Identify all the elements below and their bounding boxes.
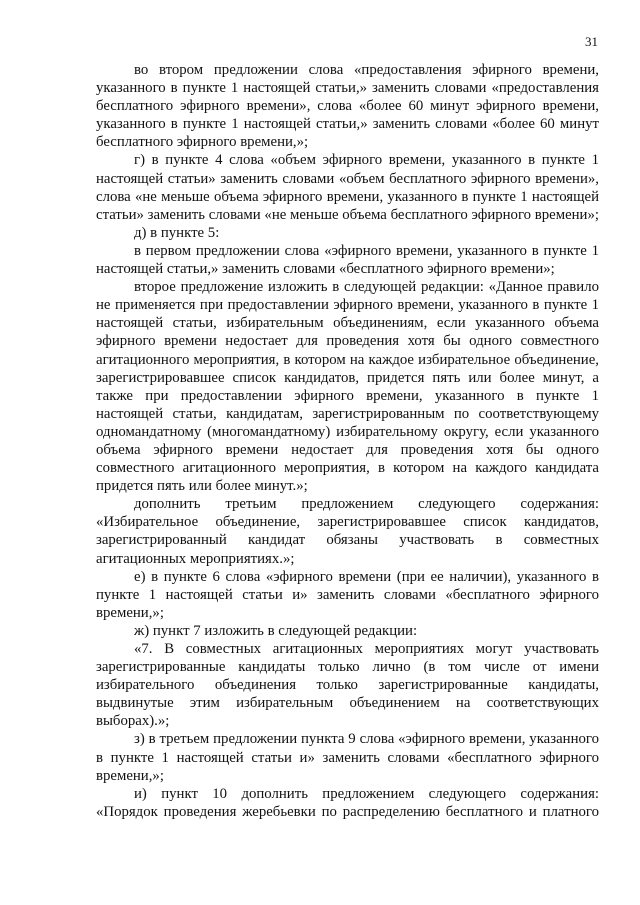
document-body [96, 61, 599, 821]
paragraph: д) в пункте 5: [134, 224, 220, 241]
paragraph: во втором предложении слова «предоставления эфирного времени, указанного в пункте 1 настоящей статьи,» заменить словами «предоставления бесплатного эфирного времени», слова «более 60 минут эфирного времени, указанного в пункте 1 настоящей статьи,» заменить словами «более 60 минут бесплатного эфирного времени,»; [96, 62, 599, 151]
paragraph: и) пункт 10 дополнить предложением следующего содержания: «Порядок проведения жеребьевки по распределению бесплатного и платного [96, 785, 599, 820]
paragraph: е) в пункте 6 слова «эфирного времени (при ее наличии), указанного в пункте 1 настоящей статьи и» заменить словами «бесплатного эфирного времени,»; [96, 568, 599, 621]
paragraph: дополнить третьим предложением следующего содержания: «Избирательное объединение, зарегистрировавшее список кандидатов, зарегистрированный кандидат обязаны участвовать в совместных агитационных мероприятиях.»; [96, 496, 599, 567]
paragraph: г) в пункте 4 слова «объем эфирного времени, указанного в пункте 1 настоящей статьи» заменить словами «объем бесплатного эфирного времени», слова «не меньше объема эфирного времени, указанного в пункте 1 настоящей статьи» заменить словами «не меньше объема бесплатного эфирного времени»; [96, 152, 599, 223]
paragraph: второе предложение изложить в следующей редакции: «Данное правило не применяется при предоставлении эфирного времени, указанного в пункте 1 настоящей статьи, избирательным объединениям, если указанного объема эфирного времени недостает для проведения хотя бы одного совместного агитационного мероприятия, в котором на каждое избирательное объединение, зарегистрировавшее список кандидатов, придется пять или более минут, а также при предоставлении эфирного времени, указанного в пункте 1 настоящей статьи, кандидатам, зарегистрированным по соответствующему одномандатному (многомандатному) избирательному округу, если указанного объема эфирного времени недостает для проведения хотя бы одного совместного агитационного мероприятия, в котором на каждого кандидата придется пять или более минут.»; [96, 279, 599, 495]
page-number: 31 [585, 34, 598, 49]
paragraph: ж) пункт 7 изложить в следующей редакции: [134, 622, 418, 639]
paragraph: в первом предложении слова «эфирного времени, указанного в пункте 1 настоящей статьи,» заменить словами «бесплатного эфирного времени»; [96, 242, 599, 278]
paragraph: «7. В совместных агитационных мероприятиях могут участвовать зарегистрированные кандидаты только лично (в том числе от имени избирательного объединения только зарегистрированные кандидаты, выдвинутые этим избирательным объединением на соответствующих выборах).»; [96, 641, 599, 730]
paragraph: з) в третьем предложении пункта 9 слова «эфирного времени, указанного в пункте 1 настоящей статьи и» заменить словами «бесплатного эфирного времени,»; [96, 731, 599, 784]
